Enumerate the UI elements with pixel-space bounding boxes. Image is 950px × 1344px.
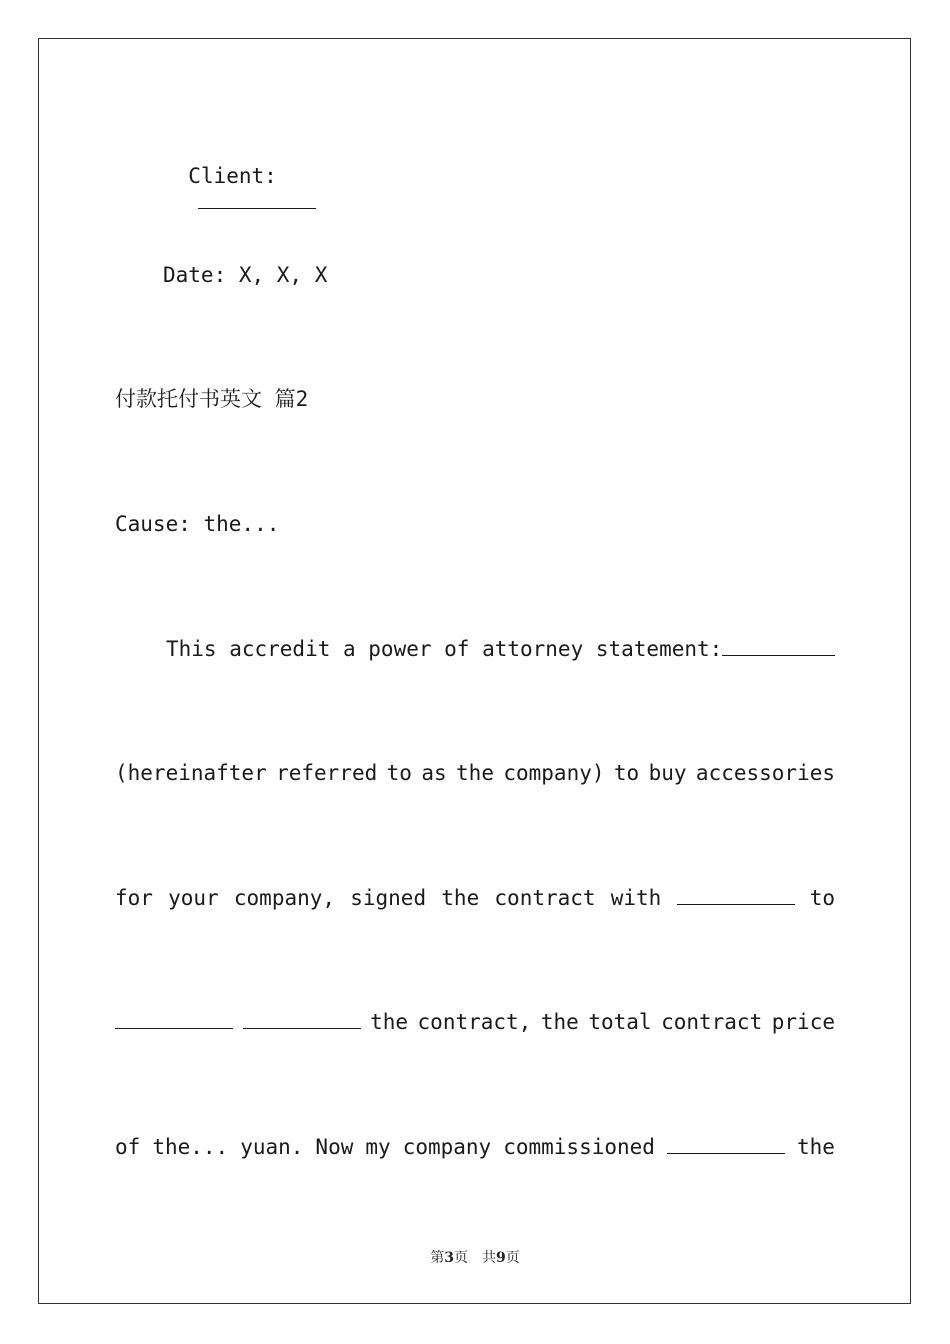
paragraph-line-1-text: This accredit a power of attorney statement: [166,637,723,661]
footer-suffix: 页 [505,1250,520,1266]
word: referred [276,761,378,785]
date-end-blank [243,1009,361,1029]
word: contract [494,886,596,910]
section-heading: 付款托付书英文 篇2 [115,387,309,411]
word: your [168,886,219,910]
word: company [402,1135,492,1159]
word: the [441,886,480,910]
paragraph-line-1 [166,636,835,662]
cause-line: Cause: the... [115,512,280,536]
supplier-blank [677,885,795,905]
word: the [370,1010,408,1034]
footer-middle: 页 共 [454,1250,496,1266]
word: the [540,1010,579,1034]
word: my [365,1135,391,1159]
word: as [421,761,447,785]
word: with [610,886,662,910]
client-line [163,137,316,215]
paragraph-line-2 [115,760,835,786]
date-start-blank [115,1009,233,1029]
paragraph-line-3 [115,885,835,911]
word: company, [233,886,336,910]
word: the [796,1135,835,1159]
word: to [613,761,640,785]
word: yuan. [240,1135,304,1159]
word: price [771,1010,835,1034]
word: to [809,886,835,910]
word: of [115,1135,141,1159]
word: to [386,761,412,785]
paragraph-line-5 [115,1134,835,1160]
word: total [588,1010,652,1034]
date-line: Date: X, X, X [163,263,328,287]
client-blank [198,189,316,209]
word: contract, [417,1010,532,1034]
principal-blank [722,636,835,656]
paragraph-line-4 [115,1009,835,1035]
word: the... [152,1135,229,1159]
word: company) [503,761,605,785]
word: contract [661,1010,763,1034]
word: signed [350,886,427,910]
word: commissioned [503,1135,655,1159]
agent-blank [667,1134,785,1154]
word: accessories [695,761,835,785]
client-label: Client: [188,164,277,188]
word: Now [315,1135,354,1159]
page-border [38,38,911,1304]
word: (hereinafter [115,761,267,785]
word: for [115,886,153,910]
total-pages-number: 9 [496,1250,506,1266]
footer-prefix: 第 [430,1250,445,1266]
current-page-number: 3 [444,1250,454,1266]
word: the [456,761,494,785]
page-footer [0,1247,950,1267]
word: buy [648,761,687,785]
